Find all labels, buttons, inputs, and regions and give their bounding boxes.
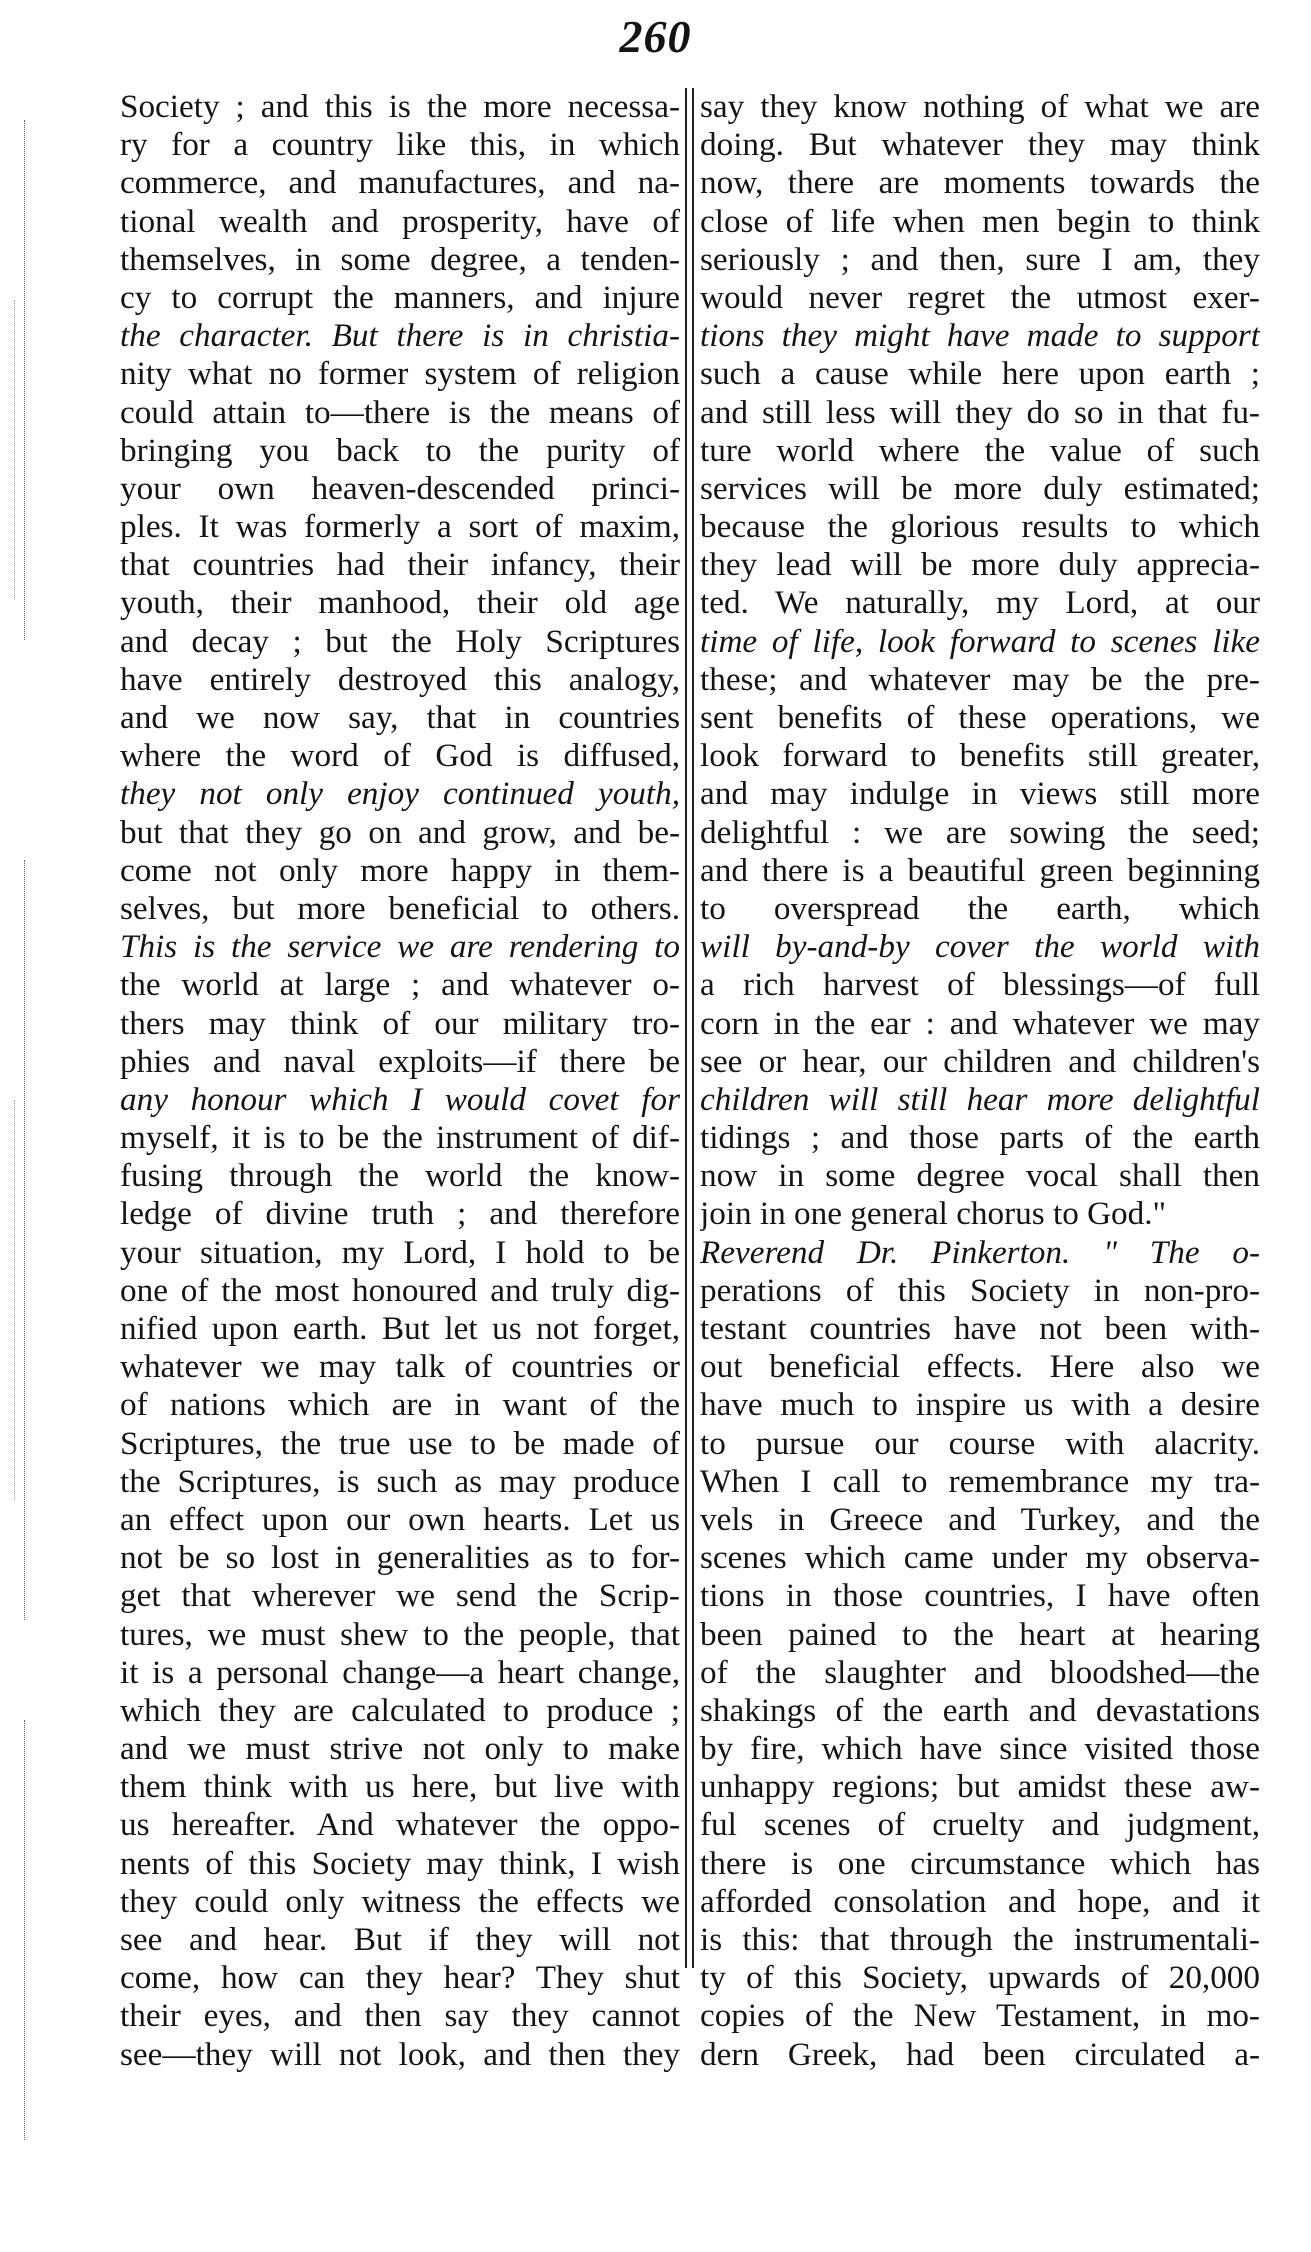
text-line: ted. We naturally, my Lord, at our <box>700 584 1260 622</box>
text-line: commerce, and manufactures, and na- <box>120 164 680 202</box>
text-line: that countries had their infancy, their <box>120 546 680 584</box>
text-line: there is one circumstance which has <box>700 1844 1260 1882</box>
text-line: say they know nothing of what we are <box>700 88 1260 125</box>
text-line: see and hear. But if they will not <box>120 1921 680 1958</box>
text-line: Reverend Dr. Pinkerton. " The o- <box>700 1233 1260 1271</box>
text-line: now, there are moments towards the <box>700 164 1260 202</box>
text-line: your situation, my Lord, I hold to be <box>120 1233 680 1271</box>
text-line: ture world where the value of such <box>700 431 1260 469</box>
page-edge-mark <box>24 120 25 640</box>
text-line: see or hear, our children and children's <box>700 1042 1260 1080</box>
text-line: tidings ; and those parts of the earth <box>700 1119 1260 1157</box>
text-line: copies of the New Testament, in mo- <box>700 1997 1260 2035</box>
text-line: because the glorious results to which <box>700 508 1260 546</box>
text-line: come, how can they hear? They shut <box>120 1959 680 1997</box>
text-line: Scriptures, the true use to be made of <box>120 1424 680 1462</box>
text-line: nents of this Society may think, I wish <box>120 1844 680 1882</box>
text-line: the character. But there is in christia- <box>120 317 680 355</box>
text-line: seriously ; and then, sure I am, they <box>700 240 1260 278</box>
text-line: and decay ; but the Holy Scriptures <box>120 622 680 660</box>
text-line: doing. But whatever they may think <box>700 126 1260 164</box>
text-line: come not only more happy in them- <box>120 851 680 889</box>
text-line: the world at large ; and whatever o- <box>120 966 680 1004</box>
text-line: to overspread the earth, which <box>700 889 1260 927</box>
text-line: out beneficial effects. Here also we <box>700 1348 1260 1386</box>
text-line: ty of this Society, upwards of 20,000 <box>700 1959 1260 1997</box>
text-line: have much to inspire us with a desire <box>700 1386 1260 1424</box>
text-line: scenes which came under my observa- <box>700 1539 1260 1577</box>
text-line: been pained to the heart at hearing <box>700 1615 1260 1653</box>
text-line: their eyes, and then say they cannot <box>120 1997 680 2035</box>
text-line: get that wherever we send the Scrip- <box>120 1577 680 1615</box>
text-line: which they are calculated to produce ; <box>120 1691 680 1729</box>
text-line: Society ; and this is the more necessa- <box>120 88 680 125</box>
text-line: nified upon earth. But let us not forget, <box>120 1310 680 1347</box>
text-line: and we must strive not only to make <box>120 1730 680 1768</box>
text-line: bringing you back to the purity of <box>120 431 680 469</box>
text-line: they could only witness the effects we <box>120 1882 680 1920</box>
text-line: the Scriptures, is such as may produce <box>120 1462 680 1500</box>
text-line: one of the most honoured and truly dig- <box>120 1271 680 1309</box>
text-line: would never regret the utmost exer- <box>700 278 1260 316</box>
text-line: they lead will be more duly apprecia- <box>700 546 1260 584</box>
text-line: by fire, which have since visited those <box>700 1730 1260 1768</box>
text-line: ples. It was formerly a sort of maxim, <box>120 508 680 546</box>
text-line: us hereafter. And whatever the oppo- <box>120 1806 680 1844</box>
text-line: it is a personal change—a heart change, <box>120 1653 680 1691</box>
text-line: ledge of divine truth ; and therefore <box>120 1195 680 1233</box>
text-line: tions in those countries, I have often <box>700 1577 1260 1615</box>
text-line: could attain to—there is the means of <box>120 393 680 431</box>
text-line: to pursue our course with alacrity. <box>700 1424 1260 1462</box>
text-line: is this: that through the instrumentali- <box>700 1921 1260 1958</box>
left-text-column <box>120 88 680 2074</box>
text-line: a rich harvest of blessings—of full <box>700 966 1260 1004</box>
text-line: tures, we must shew to the people, that <box>120 1615 680 1653</box>
text-line: join in one general chorus to God." <box>700 1195 1167 1233</box>
text-line: look forward to benefits still greater, <box>700 737 1260 775</box>
text-line: sent benefits of these operations, we <box>700 699 1260 736</box>
right-text-column <box>700 88 1260 2074</box>
column-divider-rule <box>685 88 687 1968</box>
text-line: children will still hear more delightful <box>700 1080 1260 1118</box>
text-line: of nations which are in want of the <box>120 1386 680 1424</box>
text-line: This is the service we are rendering to <box>120 928 680 966</box>
text-line: themselves, in some degree, a tenden- <box>120 240 680 278</box>
page-edge-mark <box>14 1100 15 1500</box>
page-edge-mark <box>24 860 25 1620</box>
text-line: tions they might have made to support <box>700 317 1260 355</box>
text-line: perations of this Society in non-pro- <box>700 1271 1260 1309</box>
text-line: see—they will not look, and then they <box>120 2035 680 2073</box>
text-line: services will be more duly estimated; <box>700 469 1260 507</box>
text-line: selves, but more beneficial to others. <box>120 889 680 927</box>
text-line: where the word of God is diffused, <box>120 737 680 775</box>
text-line: shakings of the earth and devastations <box>700 1691 1260 1729</box>
text-line: nity what no former system of religion <box>120 355 680 393</box>
text-line: and there is a beautiful green beginning <box>700 851 1260 889</box>
text-line: close of life when men begin to think <box>700 202 1260 240</box>
text-line: will by-and-by cover the world with <box>700 928 1260 966</box>
text-line: delightful : we are sowing the seed; <box>700 813 1260 851</box>
text-line: whatever we may talk of countries or <box>120 1348 680 1386</box>
text-line: myself, it is to be the instrument of dif- <box>120 1119 680 1157</box>
text-line: such a cause while here upon earth ; <box>700 355 1260 393</box>
text-line: testant countries have not been with- <box>700 1310 1260 1347</box>
page-edge-mark <box>14 300 15 600</box>
text-line: ry for a country like this, in which <box>120 126 680 164</box>
text-line: phies and naval exploits—if there be <box>120 1042 680 1080</box>
text-line: vels in Greece and Turkey, and the <box>700 1500 1260 1538</box>
text-line: and we now say, that in countries <box>120 699 680 736</box>
text-line: now in some degree vocal shall then <box>700 1157 1260 1195</box>
text-line: they not only enjoy continued youth, <box>120 775 680 813</box>
text-line: of the slaughter and bloodshed—the <box>700 1653 1260 1691</box>
text-line: When I call to remembrance my tra- <box>700 1462 1260 1500</box>
column-divider-rule-inner <box>692 88 694 1968</box>
text-line: not be so lost in generalities as to for- <box>120 1539 680 1577</box>
text-line: fusing through the world the know- <box>120 1157 680 1195</box>
text-line: an effect upon our own hearts. Let us <box>120 1500 680 1538</box>
text-line: but that they go on and grow, and be- <box>120 813 680 851</box>
text-line: thers may think of our military tro- <box>120 1004 680 1042</box>
text-line: your own heaven-descended princi- <box>120 469 680 507</box>
text-line: and may indulge in views still more <box>700 775 1260 813</box>
text-line: time of life, look forward to scenes like <box>700 622 1260 660</box>
page-edge-mark <box>24 1720 25 2140</box>
text-line: youth, their manhood, their old age <box>120 584 680 622</box>
text-line: ful scenes of cruelty and judgment, <box>700 1806 1260 1844</box>
page-number: 260 <box>619 11 692 62</box>
text-line: them think with us here, but live with <box>120 1768 680 1806</box>
text-line: these; and whatever may be the pre- <box>700 660 1260 698</box>
text-line: unhappy regions; but amidst these aw- <box>700 1768 1260 1806</box>
text-line: have entirely destroyed this analogy, <box>120 660 680 698</box>
text-line: corn in the ear : and whatever we may <box>700 1004 1260 1042</box>
text-line: afforded consolation and hope, and it <box>700 1882 1260 1920</box>
text-line: any honour which I would covet for <box>120 1080 680 1118</box>
text-line: tional wealth and prosperity, have of <box>120 202 680 240</box>
text-line: cy to corrupt the manners, and injure <box>120 278 680 316</box>
text-line: and still less will they do so in that fu- <box>700 393 1260 431</box>
text-line: dern Greek, had been circulated a- <box>700 2035 1260 2073</box>
